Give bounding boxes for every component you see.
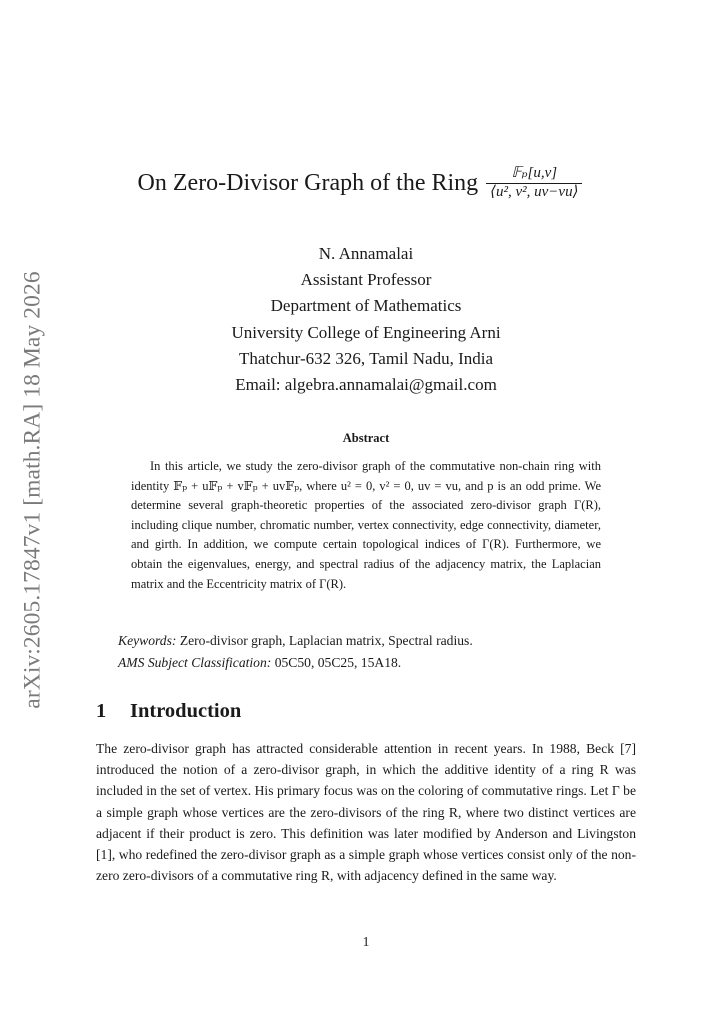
title-fraction — [486, 166, 582, 201]
abstract-body — [131, 457, 601, 594]
title-text: On Zero-Divisor Graph of the Ring — [137, 169, 479, 196]
section-number: 1 — [96, 700, 107, 722]
keywords-line — [118, 630, 473, 652]
abstract-text: In this article, we study the zero-divisor graph of the commutative non-chain ring with identity 𝔽ₚ + u𝔽ₚ + v𝔽ₚ + uv𝔽ₚ, where u² = 0, v² = 0, uv = vu, and p is an odd prime. We determine several graph-theoretic properties of the associated zero-divisor graph Γ(R), including clique number, chromatic number, vertex connectivity, edge connectivity, diameter, and girth. In addition, we compute certain topological indices of Γ(R). Furthermore, we obtain the eigenvalues, energy, and spectral radius of the adjacency matrix, the Laplacian matrix and the Eccentricity matrix of Γ(R). — [131, 459, 601, 591]
section-title: Introduction — [130, 700, 242, 722]
author-institution: University College of Engineering Arni — [231, 322, 501, 342]
introduction-body — [96, 711, 636, 886]
author-email: Email: algebra.annamalai@gmail.com — [235, 375, 497, 395]
author-name: N. Annamalai — [318, 244, 414, 263]
author-address: Thatchur-632 326, Tamil Nadu, India — [238, 348, 494, 368]
page-number: 1 — [362, 934, 370, 949]
title-fraction-denominator: ⟨u², v², uv−vu⟩ — [486, 183, 582, 201]
ams-line — [118, 652, 473, 674]
paper-title — [0, 166, 720, 201]
author-department: Department of Mathematics — [270, 296, 462, 316]
ams-text: 05C50, 05C25, 15A18. — [274, 654, 402, 670]
keywords-text: Zero-divisor graph, Laplacian matrix, Spectral radius. — [179, 633, 473, 648]
author-block — [0, 241, 720, 398]
keywords-label: Keywords: — [118, 633, 177, 648]
introduction-paragraph: The zero-divisor graph has attracted considerable attention in recent years. In 1988, Beck [7] introduced the notion of a zero-divisor graph, in which the additive identity of a ring R was included in the set of vertex. His primary focus was on the coloring of commutative rings. Let Γ be a simple graph whose vertices are the zero-divisors of the ring R, where two distinct vertices are adjacent if their product is zero. This definition was later modified by Anderson and Livingston [1], who redefined the zero-divisor graph as a simple graph whose vertices consist only of the non-zero zero-divisors of a commutative ring R, with adjacency defined in the same way. — [96, 741, 636, 884]
ams-label: AMS Subject Classification: — [118, 654, 272, 670]
title-fraction-numerator: 𝔽ₚ[u,v] — [511, 165, 558, 181]
arxiv-identifier: arXiv:2605.17847v1 [math.RA] 18 May 2026 — [19, 271, 46, 709]
abstract-heading: Abstract — [342, 431, 390, 445]
keywords-block — [118, 630, 473, 674]
author-position: Assistant Professor — [300, 270, 432, 290]
